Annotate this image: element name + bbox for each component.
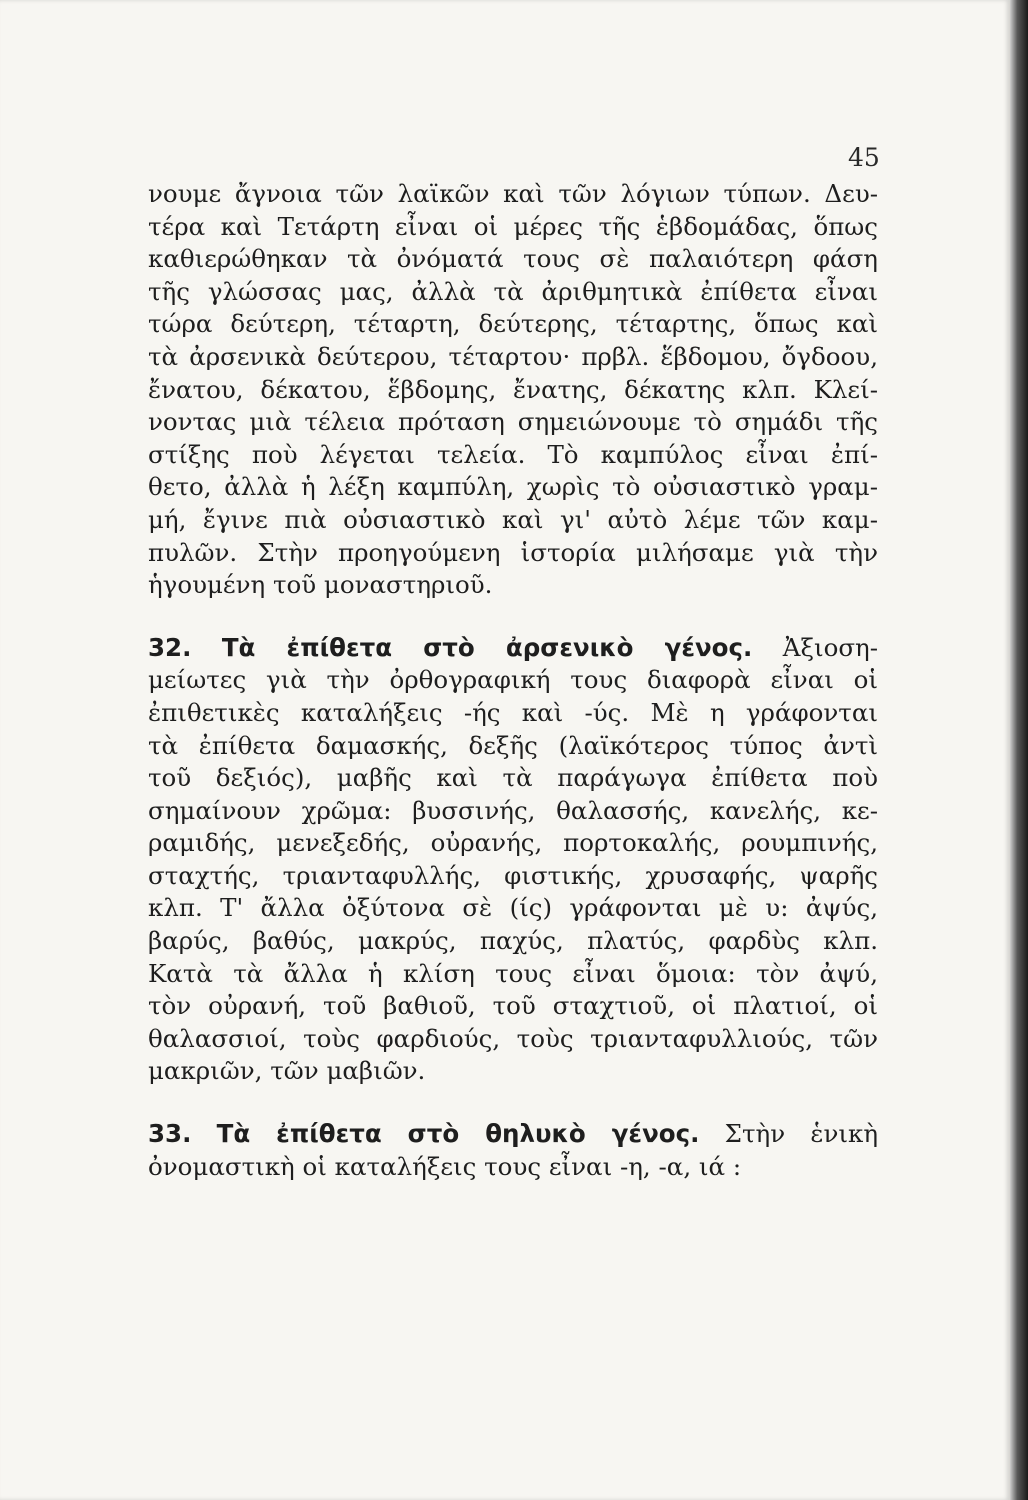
text-line: καθιερώθηκαν τὰ ὀνόματά τους σὲ παλαιότερη φάση	[148, 244, 878, 274]
page-text	[148, 178, 878, 1183]
text-line: ἔνατου, δέκατου, ἕβδομης, ἔνατης, δέκατης κλπ. Κλεί-	[148, 374, 878, 404]
text-line: τώρα δεύτερη, τέταρτη, δεύτερης, τέταρτης, ὅπως καὶ	[148, 309, 878, 339]
paragraph-1	[148, 178, 878, 602]
section-gap	[148, 1088, 878, 1118]
text-line: νοντας μιὰ τέλεια πρόταση σημειώνουμε τὸ σημάδι τῆς	[148, 407, 878, 437]
text-line: τοῦ δεξιός), μαβῆς καὶ τὰ παράγωγα ἐπίθετα ποὺ	[148, 763, 878, 793]
text-line: ὀνομαστικὴ οἱ καταλήξεις τους εἶναι -η, -α, ιά :	[148, 1151, 742, 1181]
section-33-heading-line	[148, 1118, 878, 1151]
text-line: τέρα καὶ Τετάρτη εἶναι οἱ μέρες τῆς ἑβδομάδας, ὅπως	[148, 211, 878, 241]
text-line: σημαίνουν χρῶμα: βυσσινής, θαλασσής, κανελής, κε-	[148, 795, 878, 825]
text-line: πυλῶν. Στὴν προηγούμενη ἱστορία μιλήσαμε γιὰ τὴν	[148, 537, 878, 567]
text-line: τὰ ἐπίθετα δαμασκής, δεξῆς (λαϊκότερος τύπος ἀντὶ	[148, 730, 878, 760]
section-32-heading: Τὰ ἐπίθετα στὸ ἀρσενικὸ γένος.	[221, 632, 753, 662]
text-line: Κατὰ τὰ ἄλλα ἡ κλίση τους εἶναι ὅμοια: τὸν ἀψύ,	[148, 958, 878, 988]
text-line: μή, ἔγινε πιὰ οὐσιαστικὸ καὶ γι' αὐτὸ λέμε τῶν καμ-	[148, 504, 878, 534]
text-line: τὸν οὐρανή, τοῦ βαθιοῦ, τοῦ σταχτιοῦ, οἱ πλατιοί, οἱ	[148, 991, 878, 1021]
section-33-heading: Τὰ ἐπίθετα στὸ θηλυκὸ γένος.	[216, 1119, 700, 1149]
section-33-first-line: Στὴν ἑνικὴ	[724, 1119, 878, 1149]
text-line: τῆς γλώσσας μας, ἀλλὰ τὰ ἀριθμητικὰ ἐπίθετα εἶναι	[148, 276, 878, 306]
text-line: νουμε ἄγνοια τῶν λαϊκῶν καὶ τῶν λόγιων τύπων. Δευ-	[148, 179, 878, 208]
text-line: μακριῶν, τῶν μαβιῶν.	[148, 1056, 426, 1086]
section-33	[148, 1118, 878, 1183]
page-number: 45	[848, 143, 880, 172]
section-32	[148, 632, 878, 1088]
section-32-first-line: Ἀξιοση-	[782, 632, 879, 662]
section-gap	[148, 602, 878, 632]
text-line: βαρύς, βαθύς, μακρύς, παχύς, πλατύς, φαρδὺς κλπ.	[148, 926, 878, 956]
text-line: μείωτες γιὰ τὴν ὀρθογραφική τους διαφορὰ εἶναι οἱ	[148, 665, 878, 695]
text-line: στίξης ποὺ λέγεται τελεία. Τὸ καμπύλος εἶναι ἐπί-	[148, 439, 878, 469]
text-line: τὰ ἀρσενικὰ δεύτερου, τέταρτου· πρβλ. ἕβδομου, ὄγδοου,	[148, 341, 878, 371]
section-32-heading-line	[148, 632, 878, 665]
text-line: ἐπιθετικὲς καταλήξεις -ής καὶ -ύς. Μὲ η γράφονται	[148, 697, 878, 727]
text-line: ραμιδής, μενεξεδής, οὐρανής, πορτοκαλής, ρουμπινής,	[148, 828, 878, 858]
text-line: θαλασσιοί, τοὺς φαρδιούς, τοὺς τριανταφυλλιούς, τῶν	[148, 1023, 878, 1053]
section-32-number: 32.	[148, 632, 192, 662]
text-line: σταχτής, τριανταφυλλής, φιστικής, χρυσαφής, ψαρῆς	[148, 860, 878, 890]
section-33-number: 33.	[148, 1119, 192, 1149]
text-line: κλπ. Τ' ἄλλα ὀξύτονα σὲ (ίς) γράφονται μὲ υ: ἀψύς,	[148, 893, 878, 923]
text-line: θετο, ἀλλὰ ἡ λέξη καμπύλη, χωρὶς τὸ οὐσιαστικὸ γραμ-	[148, 472, 878, 502]
page-edge-shadow	[1010, 0, 1028, 1500]
text-line: ἡγουμένη τοῦ μοναστηριοῦ.	[148, 570, 493, 600]
